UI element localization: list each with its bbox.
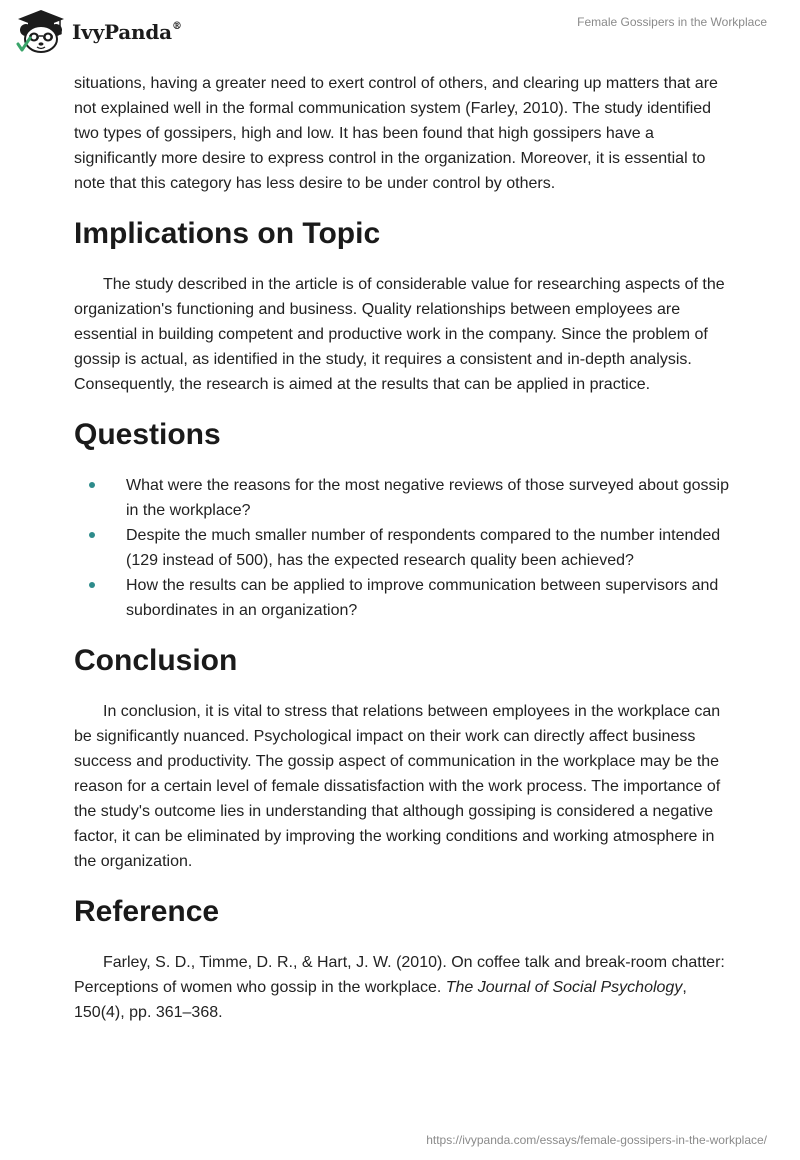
document-title: Female Gossipers in the Workplace	[577, 15, 767, 29]
conclusion-heading: Conclusion	[74, 644, 238, 677]
reference-heading: Reference	[74, 895, 220, 928]
bullet-icon	[89, 532, 95, 538]
questions-list	[74, 473, 734, 623]
panda-graduate-icon	[14, 8, 68, 54]
conclusion-paragraph: In conclusion, it is vital to stress that relations between employees in the workplace can be significantly nuanced. Psychological impact on their work can directly affect business success and productivity. The gossip aspect of communication in the workplace may be the reason for a certain level of female dissatisfaction with the work process. The importance of the study's outcome lies in understanding that although gossiping is considered a negative factor, it can be eliminated by improving the working conditions and working atmosphere in the organization.	[74, 703, 721, 870]
implications-heading: Implications on Topic	[74, 217, 381, 250]
source-url[interactable]: https://ivypanda.com/essays/female-gossipers-in-the-workplace/	[426, 1133, 767, 1147]
page-header	[0, 0, 800, 62]
brand-name: IvyPanda®	[72, 20, 182, 44]
list-item: What were the reasons for the most negative reviews of those surveyed about gossip in the workplace?	[74, 473, 734, 523]
questions-heading: Questions	[74, 418, 221, 451]
reference-entry: Farley, S. D., Timme, D. R., & Hart, J. W. (2010). On coffee talk and break-room chatter: Perceptions of women who gossip in the workplace. The Journal of Social Psychology, 150(4), pp. 361–368.	[74, 954, 725, 1021]
bullet-icon	[89, 482, 95, 488]
list-item: How the results can be applied to improve communication between supervisors and subordinates in an organization?	[74, 573, 734, 623]
intro-paragraph: situations, having a greater need to exert control of others, and clearing up matters that are not explained well in the formal communication system (Farley, 2010). The study identified two types of gossipers, high and low. It has been found that high gossipers have a significantly more desire to express control in the organization. Moreover, it is essential to note that this category has less desire to be under control by others.	[74, 75, 718, 192]
list-item: Despite the much smaller number of respondents compared to the number intended (129 instead of 500), has the expected research quality been achieved?	[74, 523, 734, 573]
journal-title: The Journal of Social Psychology	[445, 979, 683, 996]
implications-paragraph: The study described in the article is of considerable value for researching aspects of the organization's functioning and business. Quality relationships between employees are essential in building competent and productive work in the company. Since the problem of gossip is actual, as identified in the study, it requires a consistent and in-depth analysis. Consequently, the research is aimed at the results that can be applied in practice.	[74, 276, 725, 393]
essay-body	[74, 71, 734, 1025]
brand-logo[interactable]	[14, 8, 182, 54]
bullet-icon	[89, 582, 95, 588]
